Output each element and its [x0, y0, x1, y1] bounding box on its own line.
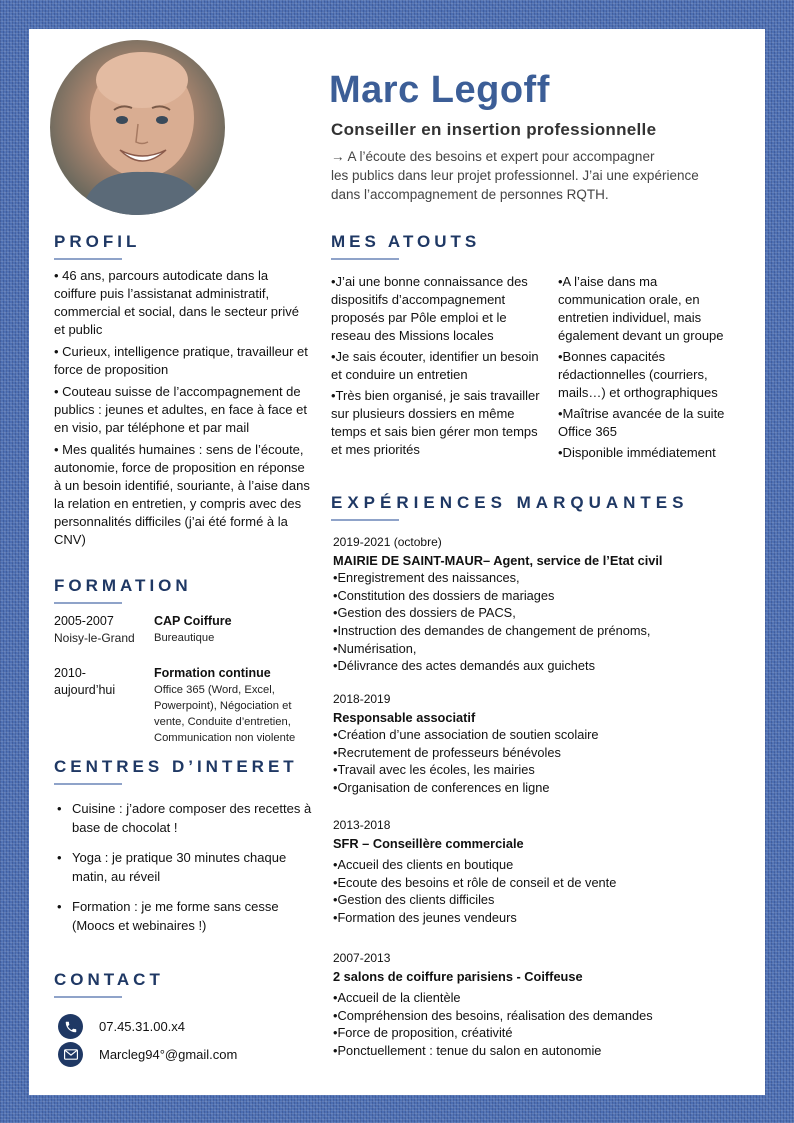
- section-underline: [54, 996, 122, 998]
- experience-task: •Travail avec les écoles, les mairies: [333, 762, 535, 778]
- formation-title: CAP Coiffure: [154, 614, 232, 628]
- experience-years: 2019-2021 (octobre): [333, 535, 442, 549]
- experience-task: •Accueil de la clientèle: [333, 990, 461, 1006]
- phone-link[interactable]: 07.45.31.00.x4: [99, 1019, 186, 1034]
- experience-task: •Gestion des dossiers de PACS,: [333, 605, 516, 621]
- formation-years: 2010-: [54, 666, 86, 680]
- formation-detail: Bureautique: [154, 632, 215, 644]
- resume-page: [29, 29, 765, 1095]
- section-underline: [54, 783, 122, 785]
- section-title: FORMATION: [54, 576, 192, 595]
- section-underline: [54, 602, 122, 604]
- formation-heading: [54, 576, 192, 604]
- experience-role: Responsable associatif: [333, 709, 476, 725]
- experience-task: •Enregistrement des naissances,: [333, 570, 520, 586]
- experience-years: 2013-2018: [333, 818, 391, 832]
- experience-task: •Ponctuellement : tenue du salon en autonomie: [333, 1042, 602, 1058]
- list-item: •Très bien organisé, je sais travailler sur plusieurs dossiers en même temps et sais bien gérer mon temps et mes priorités: [331, 388, 540, 457]
- phone-icon: [58, 1014, 83, 1039]
- experience-task: •Numérisation,: [333, 640, 417, 656]
- list-item: • Formation : je me forme sans cesse (Moocs et webinaires !): [54, 897, 319, 935]
- experience-task: •Formation des jeunes vendeurs: [333, 909, 517, 925]
- formation-body: [154, 613, 319, 646]
- formation-body: [154, 665, 319, 746]
- section-title: MES ATOUTS: [331, 232, 481, 251]
- section-title: CENTRES D’INTERET: [54, 757, 298, 776]
- atouts-left-list: [331, 273, 541, 462]
- experience-task: •Organisation de conferences en ligne: [333, 779, 550, 795]
- experience-role: MAIRIE DE SAINT-MAUR– Agent, service de l’Etat civil: [333, 552, 663, 568]
- experience-years: 2007-2013: [333, 951, 391, 965]
- envelope-icon: [58, 1042, 83, 1067]
- list-item: • 46 ans, parcours autodicate dans la coiffure puis l’assistanat administratif, commercial et social, dans le secteur privé et public: [54, 268, 299, 337]
- intro-line: les publics dans leur projet professionnel. J’ai une expérience: [331, 168, 699, 183]
- formation-years: 2005-2007: [54, 614, 114, 628]
- atouts-right-list: [558, 273, 738, 465]
- candidate-name: Marc Legoff: [329, 69, 550, 111]
- list-item: •J’ai une bonne connaissance des dispositifs d’accompagnement proposés par Pôle emploi et le reseau des Missions locales: [331, 274, 528, 343]
- list-item: • Yoga : je pratique 30 minutes chaque matin, au réveil: [54, 848, 319, 886]
- portrait-illustration: [50, 40, 225, 215]
- formation-dates: [54, 665, 154, 699]
- experience-entry: [333, 534, 753, 675]
- experiences-heading: [331, 493, 688, 521]
- list-item: • Mes qualités humaines : sens de l’écoute, autonomie, force de proposition en réponse à un besoin identifié, souriante, à l’aise dans la relation en entretien, y compris avec des personnalités difficiles (j’ai été formé à la CNV): [54, 442, 310, 547]
- experience-task: •Création d’une association de soutien scolaire: [333, 727, 599, 743]
- formation-place: Noisy-le-Grand: [54, 631, 135, 645]
- interets-heading: [54, 757, 298, 785]
- atouts-heading: [331, 232, 480, 260]
- list-item: • Couteau suisse de l’accompagnement de publics : jeunes et adultes, en face à face et en visio, par téléphone et par mail: [54, 384, 307, 435]
- experience-years: 2018-2019: [333, 692, 391, 706]
- experience-task: •Recrutement de professeurs bénévoles: [333, 744, 561, 760]
- intro-line: dans l’accompagnement de personnes RQTH.: [331, 187, 609, 202]
- section-underline: [331, 258, 399, 260]
- list-item: •Disponible immédiatement: [558, 445, 716, 460]
- profile-photo: [50, 40, 225, 215]
- email-link[interactable]: Marcleg94°@gmail.com: [99, 1047, 238, 1062]
- intro-line: → A l’écoute des besoins et expert pour accompagner: [331, 149, 655, 164]
- formation-entry: [54, 665, 324, 746]
- section-underline: [54, 258, 122, 260]
- list-item: • Curieux, intelligence pratique, travailleur et force de proposition: [54, 344, 308, 377]
- section-underline: [331, 519, 399, 521]
- experience-entry: [333, 817, 753, 927]
- section-title: CONTACT: [54, 970, 164, 989]
- profil-list: [54, 267, 312, 553]
- experience-task: •Délivrance des actes demandés aux guichets: [333, 658, 595, 674]
- formation-entry: [54, 613, 324, 646]
- interets-list: [54, 799, 319, 946]
- list-item: •A l’aise dans ma communication orale, en entretien individuel, mais également devant un groupe: [558, 274, 724, 343]
- list-item: •Je sais écouter, identifier un besoin et conduire un entretien: [331, 349, 539, 382]
- experience-task: •Compréhension des besoins, réalisation des demandes: [333, 1007, 653, 1023]
- experience-entry: [333, 691, 753, 797]
- section-title: EXPÉRIENCES MARQUANTES: [331, 493, 689, 512]
- profil-heading: [54, 232, 140, 260]
- list-item: • Cuisine : j’adore composer des recettes à base de chocolat !: [54, 799, 319, 837]
- contact-heading: [54, 970, 164, 998]
- job-title: Conseiller en insertion professionnelle: [331, 120, 657, 139]
- experience-task: •Accueil des clients en boutique: [333, 857, 514, 873]
- formation-title: Formation continue: [154, 666, 271, 680]
- experience-task: •Constitution des dossiers de mariages: [333, 587, 555, 603]
- contact-email: [58, 1042, 237, 1067]
- section-title: PROFIL: [54, 232, 141, 251]
- experience-task: •Instruction des demandes de changement de prénoms,: [333, 622, 651, 638]
- experience-role: SFR – Conseillère commerciale: [333, 835, 524, 851]
- formation-detail: Office 365 (Word, Excel, Powerpoint), Négociation et vente, Conduite d’entretien, Communication non violente: [154, 684, 296, 744]
- intro-text: [331, 147, 741, 204]
- formation-place: aujourd’hui: [54, 683, 116, 697]
- experience-entry: [333, 950, 753, 1060]
- list-item: •Bonnes capacités rédactionnelles (courriers, mails…) et orthographiques: [558, 349, 718, 400]
- experience-task: •Ecoute des besoins et rôle de conseil et de vente: [333, 874, 617, 890]
- experience-role: 2 salons de coiffure parisiens - Coiffeuse: [333, 968, 583, 984]
- contact-phone: [58, 1014, 185, 1039]
- experience-task: •Force de proposition, créativité: [333, 1025, 513, 1041]
- list-item: •Maîtrise avancée de la suite Office 365: [558, 406, 725, 439]
- experience-task: •Gestion des clients difficiles: [333, 892, 495, 908]
- formation-dates: [54, 613, 154, 646]
